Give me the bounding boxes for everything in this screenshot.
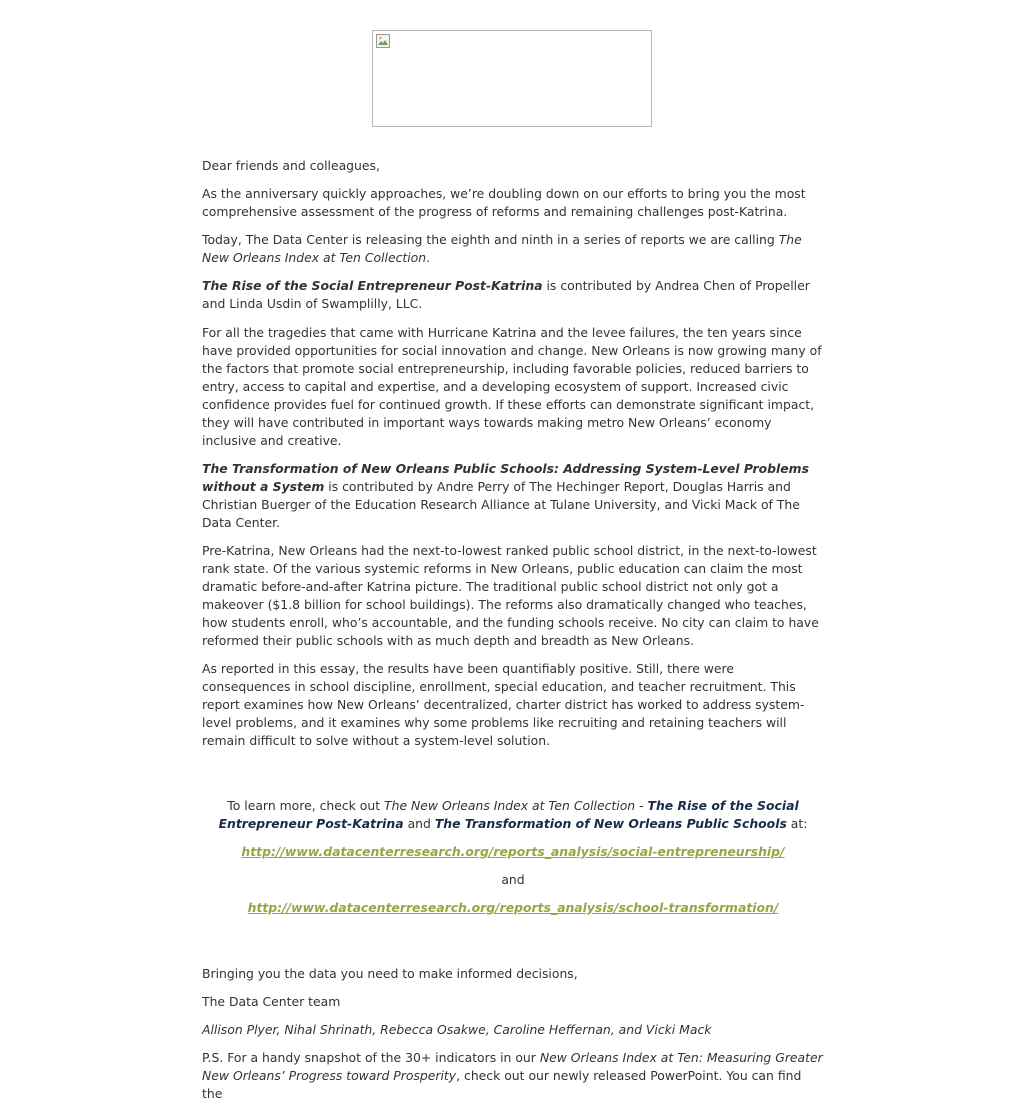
learn-more-suffix: at:: [786, 816, 808, 831]
today-end: .: [426, 250, 431, 265]
report1-contributors: is contributed by Andrea Chen of Propeller and Linda Usdin of Swamplilly, LLC.: [202, 278, 810, 311]
ps-paragraph: [202, 1049, 824, 1103]
school-transformation-link[interactable]: http://www.datacenterresearch.org/reports_analysis/school-transformation/: [247, 900, 779, 915]
learn-more-collection: The New Orleans Index at Ten Collection: [384, 798, 636, 813]
ps-prefix: P.S. For a handy snapshot of the 30+ indicators in our: [202, 1050, 540, 1065]
learn-more-title2: The Transformation of New Orleans Public Schools: [434, 816, 787, 831]
learn-more-and: and: [403, 816, 435, 831]
link2-paragraph: [202, 899, 824, 917]
greeting: Dear friends and colleagues,: [202, 158, 380, 173]
ps-title: New Orleans Index at Ten: Measuring Greater New Orleans’ Progress toward Prosperity: [202, 1050, 823, 1083]
link1-paragraph: [202, 843, 824, 861]
report2-summary-1: Pre-Katrina, New Orleans had the next-to-lowest ranked public school district, in the next-to-lowest rank state. Of the various systemic reforms in New Orleans, public education can claim the most dramatic before-and-after Katrina picture. The traditional public school district not only got a makeover ($1.8 billion for school buildings). The reforms also dramatically changed who teaches, how students enroll, who’s accountable, and the funding schools receive. No city can claim to have reformed their public schools with as much depth and breadth as New Orleans.: [202, 543, 819, 648]
ps-suffix: , check out our newly released PowerPoint. You can find the: [202, 1068, 802, 1101]
spacer: [202, 927, 824, 965]
learn-more-title1: The Rise of the Social Entrepreneur Post-Katrina: [218, 798, 799, 831]
team-signature: The Data Center team: [202, 994, 341, 1009]
intro-paragraph: As the anniversary quickly approaches, we’re doubling down on our efforts to bring you the most comprehensive assessment of the progress of reforms and remaining challenges post-Katrina.: [202, 186, 806, 219]
report2-contributors: is contributed by Andre Perry of The Hechinger Report, Douglas Harris and Christian Buerger of the Education Research Alliance at Tulane University, and Vicki Mack of The Data Center.: [202, 479, 800, 530]
team-names: Allison Plyer, Nihal Shrinath, Rebecca Osakwe, Caroline Heffernan, and Vicki Mack: [202, 1022, 712, 1037]
today-paragraph: [202, 231, 824, 267]
today-text: Today, The Data Center is releasing the eighth and ninth in a series of reports we are calling: [202, 232, 779, 247]
report1-title: The Rise of the Social Entrepreneur Post-Katrina: [202, 278, 543, 293]
report1-credit: [202, 277, 824, 313]
learn-more-prefix: To learn more, check out: [227, 798, 385, 813]
header-image-placeholder: [372, 30, 652, 127]
social-entrepreneurship-link[interactable]: http://www.datacenterresearch.org/reports_analysis/social-entrepreneurship/: [241, 844, 785, 859]
collection-name: The New Orleans Index at Ten Collection: [202, 232, 802, 265]
broken-image-icon: [376, 34, 390, 48]
links-and: and: [501, 872, 525, 887]
report2-title: The Transformation of New Orleans Public Schools: Addressing System-Level Problems without a System: [202, 461, 809, 494]
closing-line: Bringing you the data you need to make informed decisions,: [202, 966, 578, 981]
report2-credit: [202, 460, 824, 532]
email-body: [202, 157, 824, 1113]
learn-more-dash: -: [635, 798, 648, 813]
report2-summary-2: As reported in this essay, the results have been quantifiably positive. Still, there were consequences in school discipline, enrollment, special education, and teacher recruitment. This report examines how New Orleans’ decentralized, charter district has worked to address system-level problems, and it examines why some problems like recruiting and retaining teachers will remain difficult to solve without a system-level solution.: [202, 661, 805, 748]
spacer: [202, 760, 824, 797]
report1-summary: For all the tragedies that came with Hurricane Katrina and the levee failures, the ten years since have provided opportunities for social innovation and change. New Orleans is now growing many of the factors that promote social entrepreneurship, including favorable policies, reduced barriers to entry, access to capital and expertise, and a developing ecosystem of support. Increased civic confidence provides fuel for continued growth. If these efforts can demonstrate significant impact, they will have contributed in important ways towards making metro New Orleans’ economy inclusive and creative.: [202, 325, 822, 448]
learn-more-paragraph: [202, 797, 824, 833]
